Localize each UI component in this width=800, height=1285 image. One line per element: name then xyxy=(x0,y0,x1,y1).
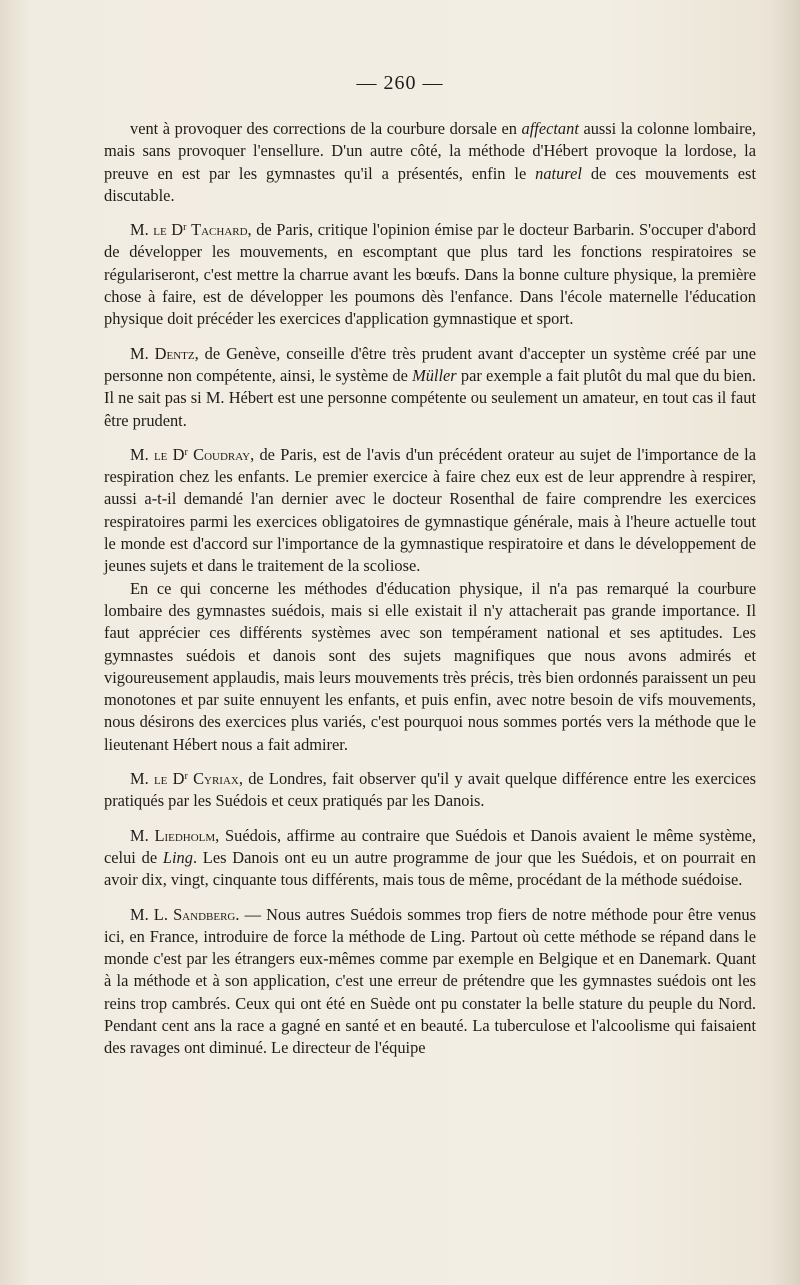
italic-run: Müller xyxy=(412,365,457,385)
text-run: D xyxy=(167,769,185,789)
speaker-name: Tachard xyxy=(191,220,248,240)
paragraph xyxy=(104,825,756,892)
speaker-name: le xyxy=(153,444,168,464)
speaker-name: Dentz xyxy=(154,343,195,363)
paragraph xyxy=(104,904,756,1060)
superscript: r xyxy=(184,771,188,783)
text-run: D xyxy=(166,220,184,240)
text-run: M. L. xyxy=(130,904,174,924)
paragraph xyxy=(104,118,756,207)
italic-run: affectant xyxy=(521,119,579,138)
text-run: par exemple a fait plutôt du mal que du bien. Il ne sait pas si M. Hébert est une personne compétente ou seulement un amateur, en tout cas il faut être prudent. xyxy=(104,365,756,430)
superscript: r xyxy=(184,446,188,458)
italic-run: Ling xyxy=(162,847,193,867)
italic-run: naturel xyxy=(535,163,582,183)
text-run: , Suédois, affirme au contraire que Suédois et Danois avaient le même système, celui de xyxy=(104,825,756,867)
text-run: , de Londres, fait observer qu'il y avait quelque différence entre les exercices pratiqués par les Suédois et ceux pratiqués par les Danois. xyxy=(104,769,756,811)
speaker-name: le xyxy=(153,220,167,240)
text-run: aussi la colonne lombaire, mais sans provoquer l'ensellure. D'un autre côté, la méthode d'Hébert provoque la lordose, la preuve en est par les gymnastes qu'il a présentés, enfin le xyxy=(104,119,756,183)
paragraph xyxy=(104,343,756,432)
text-run: de ces mouvements est discutable. xyxy=(104,163,756,205)
text-run: M. xyxy=(130,444,154,464)
text-run: vent à provoquer des corrections de la courbure dorsale en xyxy=(130,119,522,138)
speaker-name: Liedholm xyxy=(154,825,216,845)
text-run: . — Nous autres Suédois sommes trop fiers de notre méthode pour être venus ici, en France, introduire de force la méthode de Ling. Partout où cette méthode se répand dans le monde c'est par les étrangers eux-mêmes comme par exemple en Belgique et en Danemark. Quant à la méthode et à son application, c'est une erreur de prétendre que les gymnastes suédois ont les reins trop cambrés. Ceux qui ont été en Suède ont pu constater la belle stature du peuple du Nord. Pendant cent ans la race a gagné en santé et en beauté. La tuberculose et l'alcoolisme qui faisaient des ravages ont diminué. Le directeur de l'équipe xyxy=(104,904,756,1058)
paragraph xyxy=(104,444,756,578)
text-run: En ce qui concerne les méthodes d'éducation physique, il n'a pas remarqué la courbure lombaire des gymnastes suédois, mais si elle existait il n'y attacherait pas grande importance. Il faut apprécier ces différents systèmes avec son tempérament national et ses aptitudes. Les gymnastes suédois et danois sont des sujets magnifiques que nous avons admirés et vigoureusement applaudis, mais leurs mouvements très précis, très bien ordonnés paraissent un peu monotones et par suite ennuyent les enfants, et puis enfin, avec notre besoin de vifs mouvements, nous désirons des exercices plus variés, c'est pourquoi nous sommes portés vers la méthode que le lieutenant Hébert nous a fait admirer. xyxy=(104,578,756,754)
speaker-name: le xyxy=(153,769,168,789)
superscript: r xyxy=(183,222,187,234)
paragraph xyxy=(104,578,756,756)
text-run: M. xyxy=(130,825,155,845)
text-run: , de Genève, conseille d'être très prudent avant d'accepter un système créé par une personne non compétente, ainsi, le système de xyxy=(104,343,756,385)
text-run: . Les Danois ont eu un autre programme de jour que les Suédois, et on pourrait en avoir dix, vingt, cinquante tous différents, mais tous de même, procédant de la méthode suédoise. xyxy=(104,847,756,890)
speaker-name: Coudray xyxy=(193,444,251,464)
text-run: D xyxy=(167,444,185,464)
text-run: M. xyxy=(130,769,154,789)
speaker-name: Sandberg xyxy=(173,904,236,924)
page-number: — 260 — xyxy=(356,72,444,94)
text-run: , de Paris, critique l'opinion émise par le docteur Barbarin. S'occuper d'abord de développer les mouvements, en escomptant que plus tard les fonctions respiratoires se régulariseront, c'est mettre la charrue avant les bœufs. Dans la bonne culture physique, la première chose à faire, est de développer les poumons dès l'enfance. Dans l'école maternelle l'éducation physique doit précéder les exercices d'application gymnastique et sport. xyxy=(104,220,757,329)
body-text xyxy=(104,118,756,1060)
speaker-name: Cyriax xyxy=(193,769,239,789)
paragraph xyxy=(104,768,756,813)
text-run: M. xyxy=(130,220,154,240)
text-run: M. xyxy=(130,343,155,363)
paragraph xyxy=(104,219,756,330)
text-run: , de Paris, est de l'avis d'un précédent orateur au sujet de l'importance de la respiration chez les enfants. Le premier exercice à faire chez eux est de leur apprendre à respirer, aussi a-t-il demandé l'an dernier avec le docteur Rosenthal de faire comprendre les exercices respiratoires parmi les exercices obligatoires de gymnastique générale, mais à l'heure actuelle tout le monde est d'accord sur l'importance de la gymnastique respiratoire et dans le développement de jeunes sujets et dans le traitement de la scoliose. xyxy=(104,444,756,576)
